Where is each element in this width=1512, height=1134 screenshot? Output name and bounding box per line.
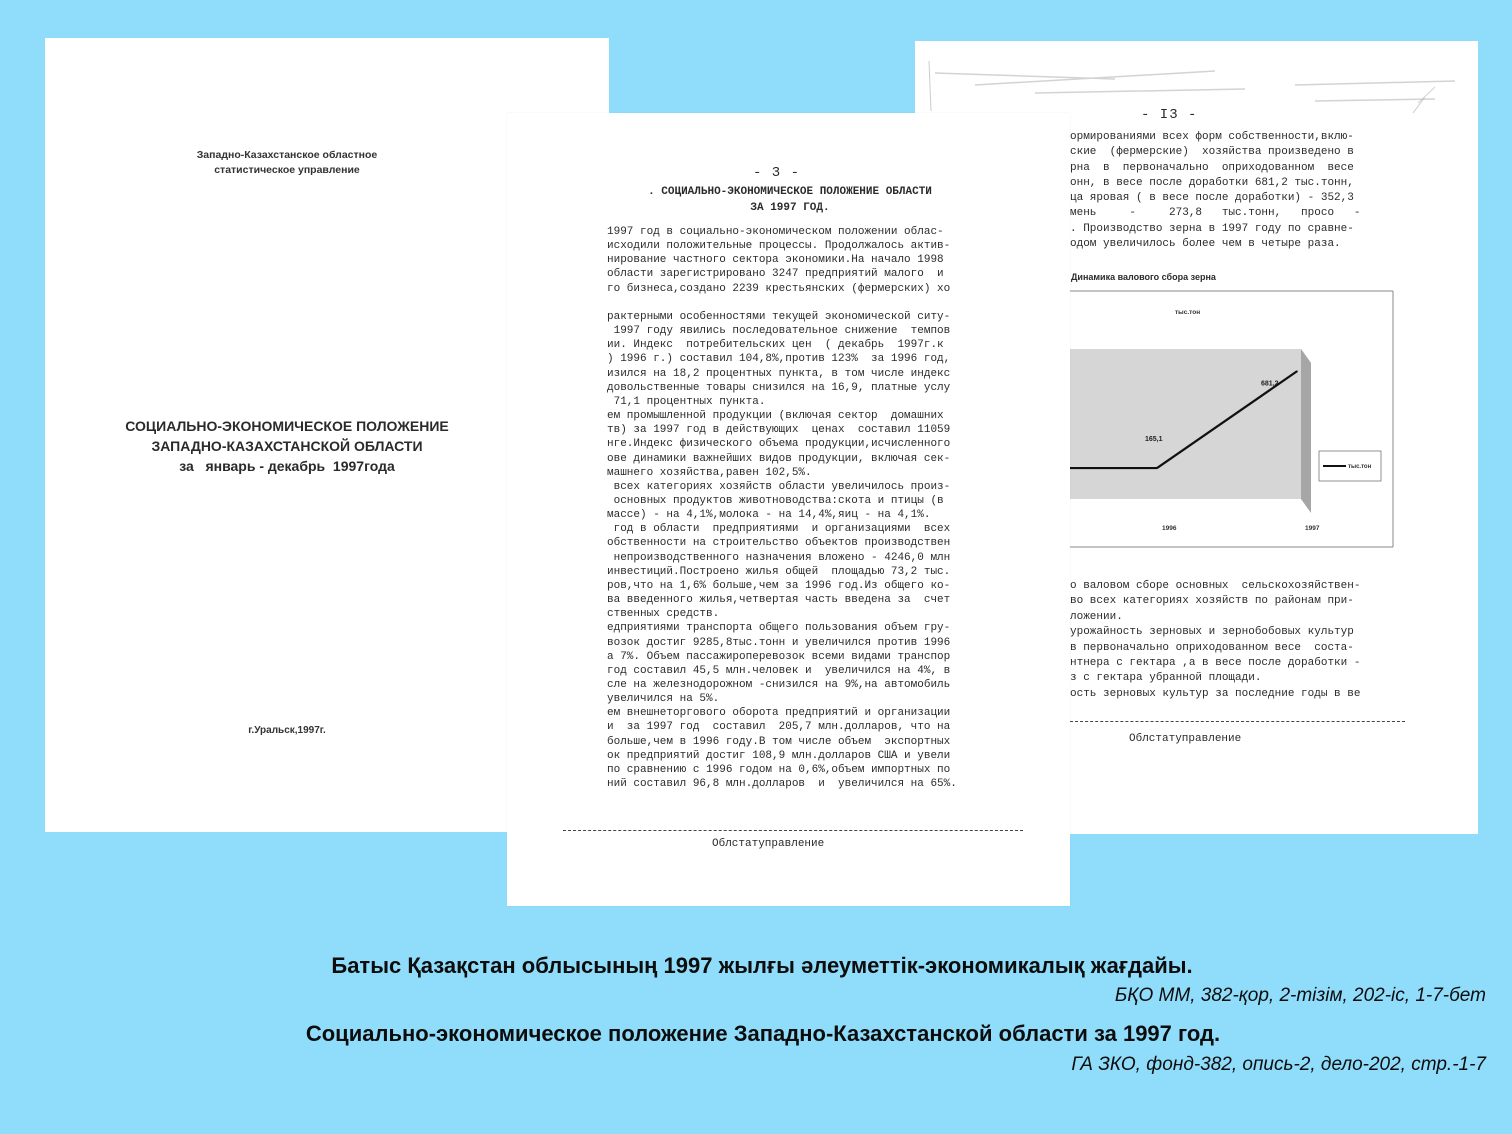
footer-divider (1065, 721, 1405, 722)
page3-heading-line2: ЗА 1997 ГОД. (750, 202, 830, 214)
caption-kazakh-source: БҚО ММ, 382-қор, 2-тізім, 202-іс, 1-7-бет (1114, 985, 1486, 1006)
chart-data-label-1997: 681,2 (1261, 380, 1279, 388)
chart-plot-depth-side (1301, 349, 1311, 513)
page3-footer: Облстатуправление (712, 838, 825, 850)
cover-title-line2: ЗАПАДНО-КАЗАХСТАНСКОЙ ОБЛАСТИ (151, 438, 423, 454)
page13-footer: Облстатуправление (1129, 733, 1242, 745)
chart-x-tick-1996: 1996 (1162, 525, 1177, 532)
chart-legend-label: тыс.тон (1348, 464, 1372, 470)
chart-title: Динамика валового сбора зерна (1071, 272, 1216, 282)
page-3 (507, 113, 1070, 906)
chart-data-label-1996: 165,1 (1145, 436, 1163, 444)
chart-point-1996 (1156, 467, 1158, 469)
cover-org-line1: Западно-Казахстанское областное (196, 149, 378, 161)
chart-x-tick-1997: 1997 (1305, 525, 1320, 532)
grain-chart (1065, 285, 1405, 565)
cover-city-year: г.Уральск,1997г. (248, 725, 326, 736)
page3-body-text: 1997 год в социально-экономическом положении облас- исходили положительные процессы. Продолжалось актив- нирование частного сектора экономики.На начало 1998 области зарегистрировано 3247 предприятий малого и го бизнеса,создано 2239 крестьянских (фермерских) хо рактерными особенностями текущей экономической ситу- 1997 году явились последовательное снижение темпов ии. Индекс потребительских цен ( декабрь 1997г.к ) 1996 г.) составил 104,8%,против 123% за 1996 год, изился на 18,2 процентных пункта, в том числе индекс довольственные товары снизился на 16,9, платные услу 71,1 процентных пункта. ем промышленной продукции (включая сектор домашних тв) за 1997 год в действующих ценах составил 11059 нге.Индекс физического объема продукции,исчисленного ове динамики важнейших видов продукции, включая сек- машнего хозяйства,равен 102,5%. всех категориях хозяйств области увеличилось произ- основных продуктов животноводства:скота и птицы (в массе) - на 4,1%,молока - на 14,4%,яиц - на 4,1%. год в области предприятиями и организациями всех обственности на строительство объектов производствен непроизводственного назначения вложено - 4246,0 млн инвестиций.Построено жилья общей площадью 73,2 тыс. ров,что на 1,6% больше,чем за 1996 год.Из общего ко- ва введенного жилья,четвертая часть введена за счет ственных средств. едприятиями транспорта общего пользования объем гру- возок достиг 9285,8тыс.тонн и увеличился против 1996 а 7%. Объем пассажироперевозок всеми видами транспор год составил 45,5 млн.человек и увеличился на 4%, в сле на железнодорожном -снизился на 9%,на автомобиль увеличился на 5%. ем внешнеторгового оборота предприятий и организации и за 1997 год составил 205,7 млн.долларов, что на больше,чем в 1996 году.В том числе объем экспортных ок предприятий достиг 108,9 млн.долларов США и увели по сравнению с 1996 годом на 0,6%,объем импортных по ний составил 96,8 млн.долларов и увеличился на 65%. (607, 226, 957, 791)
cover-title-line3: за январь - декабрь 1997года (179, 458, 395, 474)
chart-y-unit-label: тыс.тон (1175, 309, 1201, 316)
page-number: - I3 - (1141, 107, 1198, 123)
page13-text-bottom: о валовом сборе основных сельскохозяйствен- во всех категориях хозяйств по районам при- ложении. урожайность зерновых и зернобобовых культур в первоначально оприходованном весе соста- нтнера с гектара ,а в весе после доработки - з с гектара убранной площади. ость зерновых культур за последние годы в ве (1070, 580, 1361, 700)
page13-text-top: ормированиями всех форм собственности,вклю- ские (фермерские) хозяйства произведено в рна в первоначально оприходованном весе онн, в весе после доработки 681,2 тыс.тонн, ца яровая ( в весе после доработки) - 352,3 мень - 273,8 тыс.тонн, просо - . Производство зерна в 1997 году по сравне- одом увеличилось более чем в четыре раза. (1070, 131, 1361, 251)
caption-russian-source: ГА ЗКО, фонд-382, опись-2, дело-202, стр.-1-7 (1071, 1054, 1486, 1075)
caption-kazakh-title: Батыс Қазақстан облысының 1997 жылғы әлеуметтік-экономикалық жағдайы. (331, 953, 1193, 978)
page3-heading (615, 184, 965, 216)
cover-title (45, 416, 529, 476)
cover-title-line1: СОЦИАЛЬНО-ЭКОНОМИЧЕСКОЕ ПОЛОЖЕНИЕ (125, 418, 449, 434)
cover-org-line2: статистическое управление (214, 164, 360, 176)
chart-plot-area (1065, 349, 1301, 499)
footer-divider (563, 830, 1023, 831)
chart-point-1997 (1296, 370, 1298, 372)
page3-heading-line1: . СОЦИАЛЬНО-ЭКОНОМИЧЕСКОЕ ПОЛОЖЕНИЕ ОБЛАСТИ (648, 186, 932, 198)
caption-russian-title: Социально-экономическое положение Западно-Казахстанской области за 1997 год. (305, 1021, 1221, 1046)
page-number: - 3 - (753, 165, 801, 181)
cover-organization (45, 148, 529, 178)
